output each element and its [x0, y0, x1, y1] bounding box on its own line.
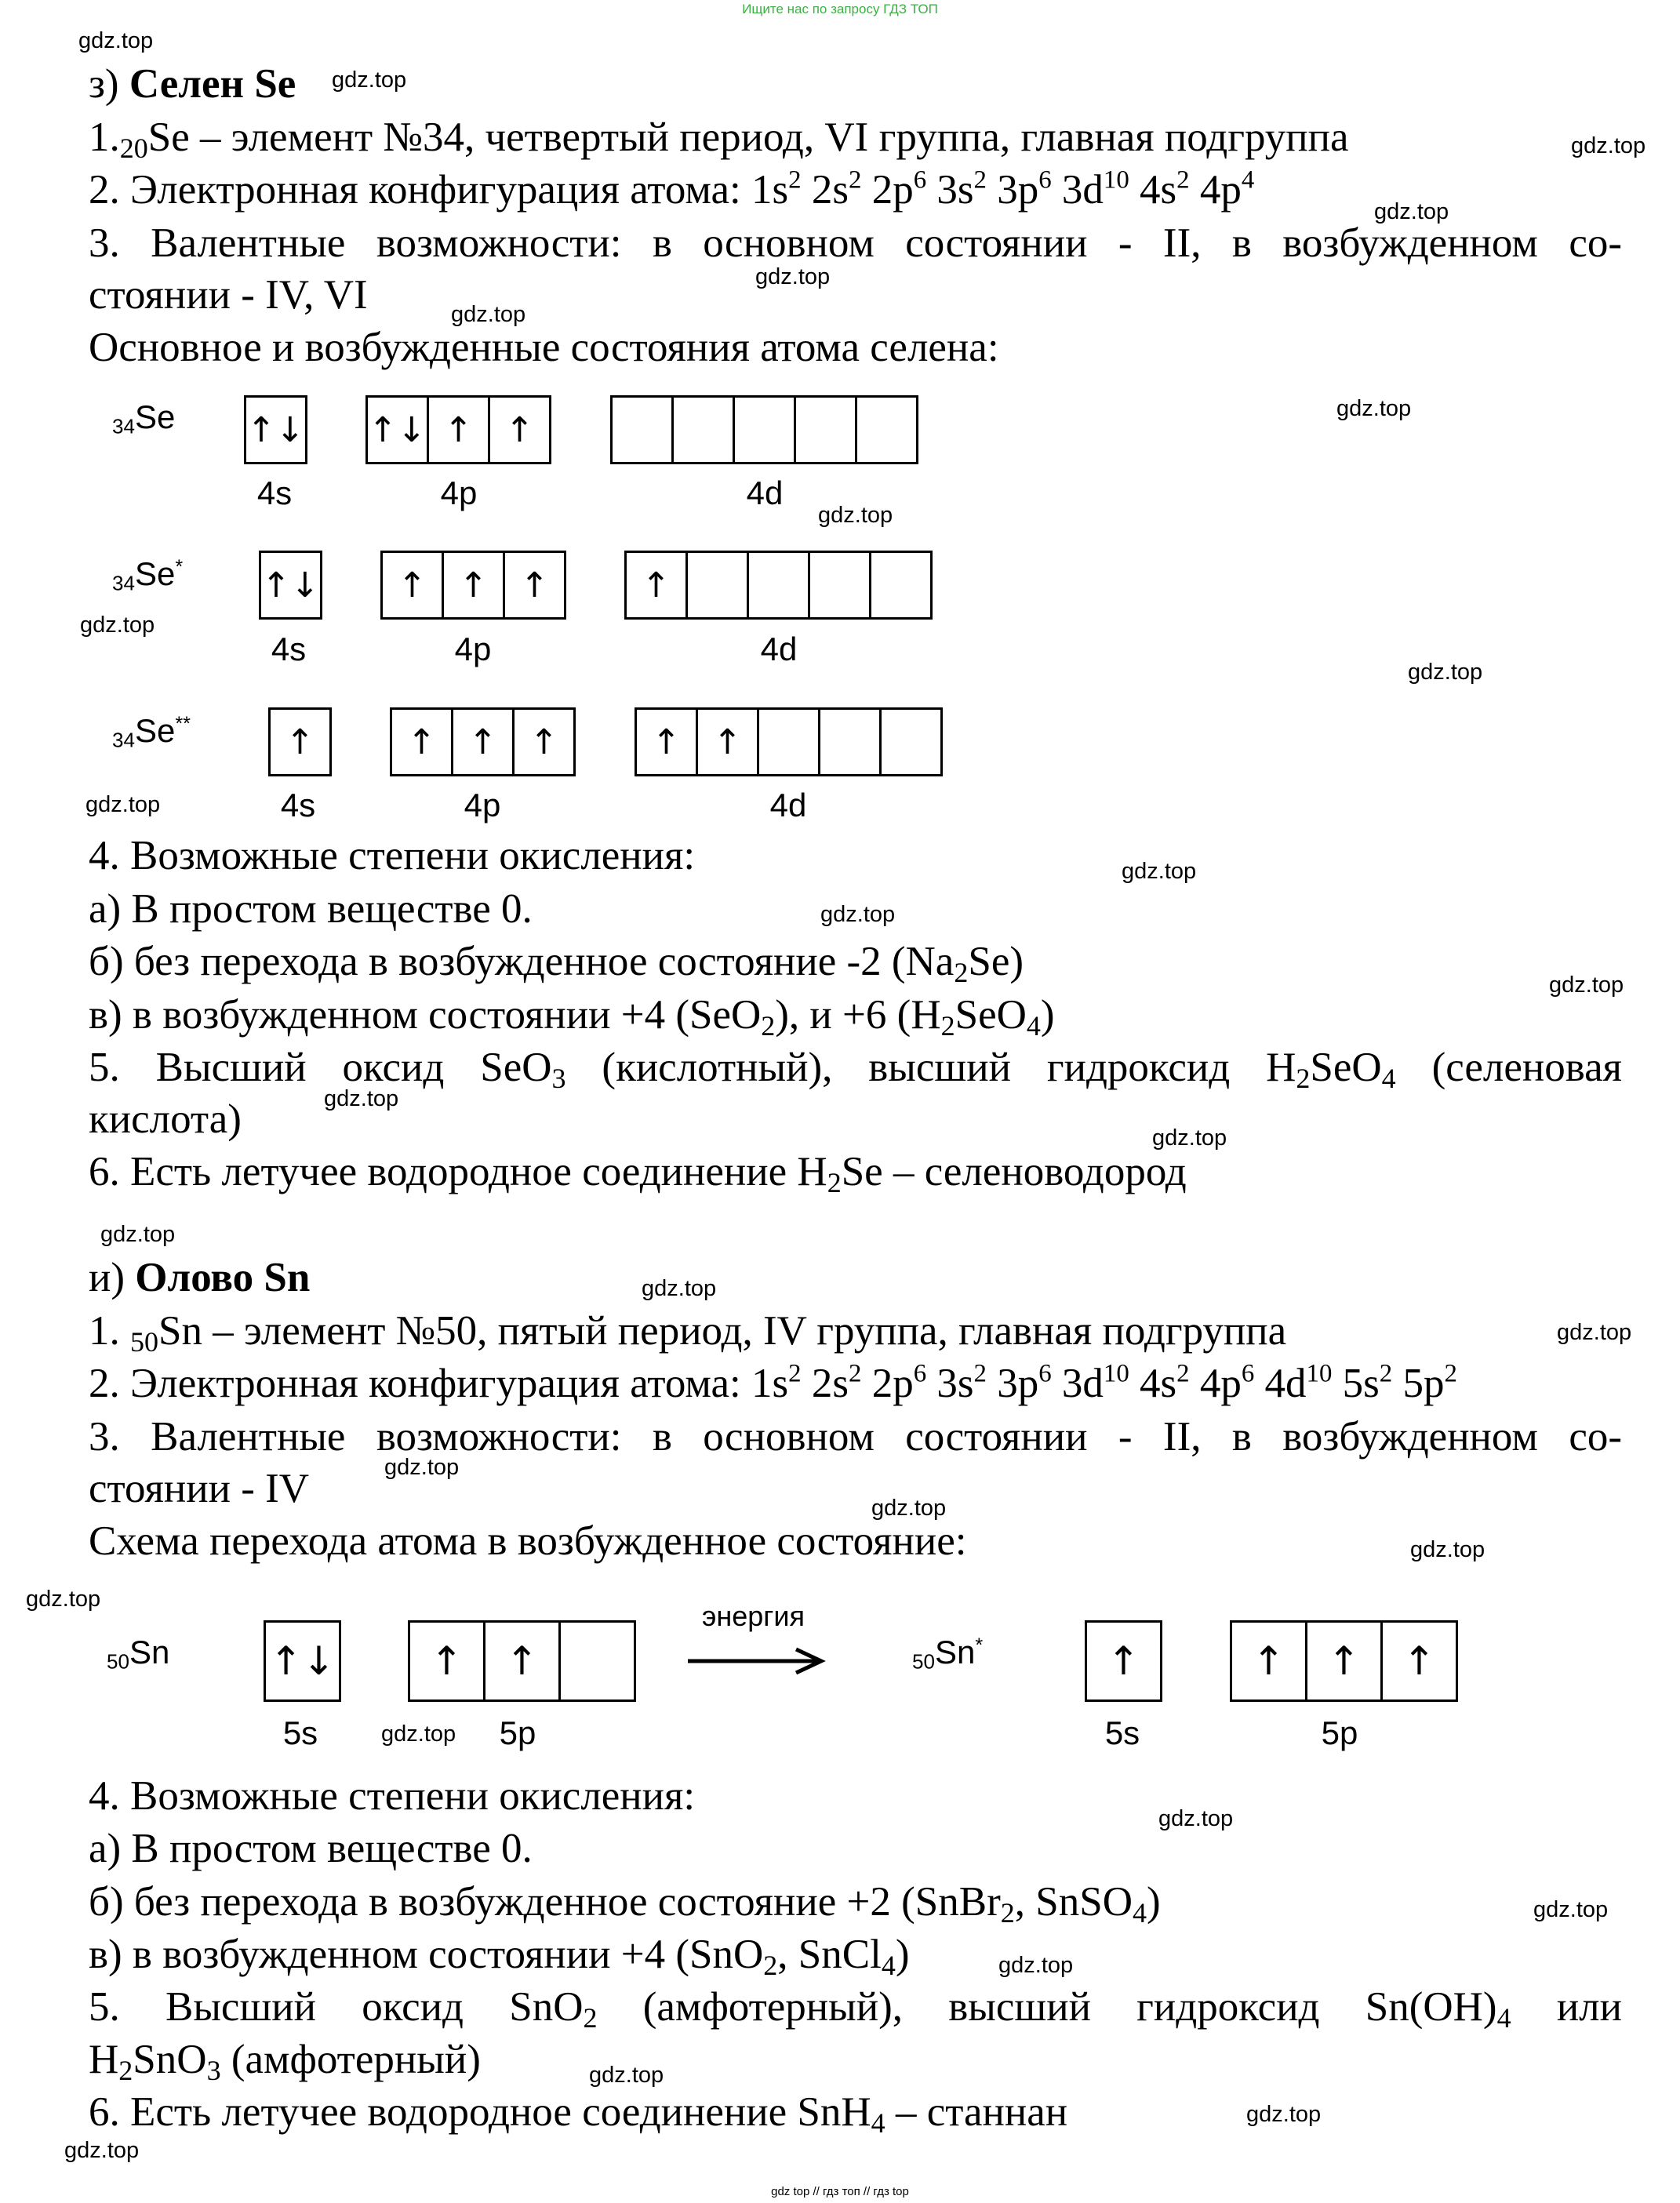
watermark: gdz.top — [1336, 396, 1412, 421]
sn-electron-config — [741, 1361, 1457, 1406]
se-heading-prefix: з) — [89, 61, 119, 107]
orbital-box: ↑↓ — [365, 395, 429, 464]
se-l1-sub: 20 — [119, 133, 148, 164]
se-excited2-label-4p: 4p — [464, 787, 501, 823]
se-line-5 — [89, 1045, 1622, 1094]
se-excited2-4d-boxes — [635, 707, 943, 776]
sn-l6-2: – станнан — [885, 2089, 1068, 2135]
sn-config-exponent: 10 — [1306, 1359, 1333, 1388]
se-ox-b-post: Se) — [968, 939, 1024, 984]
orbital-box — [818, 707, 882, 776]
watermark: gdz.top — [1246, 2102, 1322, 2127]
watermark: gdz.top — [589, 2063, 664, 2088]
se-heading-title: Селен Se — [129, 61, 296, 107]
sn-l2-text: 2. Электронная конфигурация атома: — [89, 1361, 741, 1406]
se-config-exponent: 4 — [1241, 165, 1255, 194]
se-line-1 — [89, 115, 1349, 164]
sn-config-exponent: 2 — [788, 1359, 802, 1388]
se-ground-label-4p: 4p — [440, 474, 478, 511]
sn-ox-c-3: ) — [895, 1932, 910, 1977]
watermark: gdz.top — [1533, 1897, 1609, 1922]
se-ox-b-pre: б) без перехода в возбужденное состояние -2 (Na — [89, 939, 955, 984]
watermark: gdz.top — [1158, 1806, 1234, 1831]
orbital-box: ↑↓ — [259, 551, 322, 620]
orbital-box — [747, 551, 810, 620]
sn-l5b-s2: 3 — [206, 2055, 221, 2086]
se-excited1-label-4s: 4s — [271, 631, 307, 667]
se-excited2-4s-boxes — [268, 707, 332, 776]
se-excited2-sym: Se — [134, 712, 176, 749]
sn-config-term: $4p^6$ — [1189, 1359, 1255, 1406]
se-l1-rest: Se – элемент №34, четвертый период, VI группа, главная подгруппа — [147, 115, 1349, 160]
se-excited1-mass: 34 — [112, 571, 135, 595]
watermark: gdz.top — [381, 1721, 456, 1747]
se-config-term: $2s^2$ — [801, 165, 862, 213]
orbital-box: ↑ — [390, 707, 453, 776]
sn-line-6 — [89, 2089, 1068, 2139]
watermark: gdz.top — [100, 1222, 176, 1247]
watermark: gdz.top — [85, 792, 161, 817]
orbital-box: ↑ — [624, 551, 688, 620]
se-l5-3: SeO — [1310, 1045, 1382, 1090]
orbital-box: ↑ — [442, 551, 505, 620]
se-l2-text: 2. Электронная конфигурация атома: — [89, 167, 741, 213]
sn-config-term: $1s^2$ — [740, 1359, 802, 1406]
sn-config-term: $2p^6$ — [861, 1359, 927, 1406]
orbital-box: ↑ — [635, 707, 698, 776]
watermark: gdz.top — [1374, 199, 1449, 224]
sn-l5-s1: 2 — [583, 2002, 598, 2034]
se-excited1-4s-boxes — [259, 551, 322, 620]
se-ox-a: а) В простом веществе 0. — [89, 886, 533, 932]
se-ox-c-s2: 2 — [940, 1010, 955, 1042]
energy-label: энергия — [702, 1600, 805, 1632]
se-excited2-4p-boxes — [390, 707, 576, 776]
sn-l5-2: (амфотерный), высший гидроксид Sn(OH) — [597, 1984, 1497, 2030]
sn-excited-mass: 50 — [912, 1649, 935, 1674]
se-l5-s1: 3 — [551, 1063, 566, 1094]
watermark: gdz.top — [80, 613, 155, 638]
orbital-box — [879, 707, 943, 776]
watermark: gdz.top — [642, 1276, 717, 1301]
orbital-box: ↑ — [512, 707, 576, 776]
se-ox-c-s3: 4 — [1026, 1010, 1041, 1042]
watermark: gdz.top — [384, 1455, 460, 1480]
sn-config-exponent: 10 — [1103, 1359, 1129, 1388]
se-ground-4p-boxes — [365, 395, 551, 464]
sn-ox-c — [89, 1932, 910, 1981]
watermark: gdz.top — [451, 302, 526, 327]
sn-line-3a: 3. Валентные возможности: в основном состоянии - II, в возбужденном со- — [89, 1414, 1622, 1460]
se-l5-s2: 2 — [1296, 1063, 1311, 1094]
orbital-box: ↑ — [408, 1620, 485, 1702]
se-config-term: $1s^2$ — [740, 165, 802, 213]
sn-config-term: $2s^2$ — [801, 1359, 862, 1406]
se-excited2-symbol — [112, 712, 191, 750]
sn-l5b-s1: 2 — [118, 2055, 133, 2086]
se-config-term: $3d^{10}$ — [1051, 165, 1129, 213]
orbital-box: ↑ — [1380, 1620, 1458, 1702]
sn-line-5b — [89, 2037, 481, 2086]
se-config-exponent: 6 — [913, 165, 927, 194]
se-ground-symbol — [112, 398, 175, 436]
sn-ox-b-s1: 2 — [1000, 1897, 1015, 1929]
watermark: gdz.top — [324, 1086, 399, 1111]
watermark: gdz.top — [26, 1587, 101, 1612]
se-config-exponent: 10 — [1103, 165, 1129, 194]
sn-config-exponent: 6 — [1038, 1359, 1052, 1388]
se-l6-s: 2 — [827, 1167, 842, 1198]
watermark: gdz.top — [64, 2138, 140, 2163]
se-config-exponent: 6 — [1038, 165, 1052, 194]
sn-ox-a: а) В простом веществе 0. — [89, 1826, 533, 1871]
se-ground-label-4s: 4s — [256, 474, 293, 511]
sn-config-term: $4d^{10}$ — [1254, 1359, 1333, 1406]
orbital-box: ↑↓ — [264, 1620, 341, 1702]
se-ox-b-sub: 2 — [954, 957, 969, 988]
sn-config-exponent: 2 — [1444, 1359, 1457, 1388]
se-line-6 — [89, 1149, 1187, 1198]
se-config-exponent: 2 — [788, 165, 802, 194]
se-excited2-label-4d: 4d — [769, 787, 807, 823]
se-excited1-label-4p: 4p — [454, 631, 492, 667]
orbital-box: ↑ — [488, 395, 551, 464]
sn-line-1 — [89, 1308, 1287, 1358]
orbital-box: ↑ — [427, 395, 490, 464]
sn-excited-5s-boxes — [1085, 1620, 1162, 1702]
sn-ox-b-3: ) — [1147, 1879, 1161, 1925]
watermark: gdz.top — [332, 67, 407, 93]
sn-ox-c-1: в) в возбужденном состоянии +4 (SnO — [89, 1932, 764, 1977]
watermark: gdz.top — [871, 1496, 947, 1521]
se-l6-2: Se – селеноводород — [841, 1149, 1187, 1194]
se-ox-title: 4. Возможные степени окисления: — [89, 833, 696, 878]
sn-ground-mass: 50 — [107, 1649, 129, 1674]
se-excited2-mass: 34 — [112, 728, 135, 752]
sn-ox-c-s2: 4 — [881, 1950, 896, 1981]
sn-ox-b-1: б) без перехода в возбужденное состояние +2 (SnBr — [89, 1879, 1001, 1925]
watermark: gdz.top — [820, 902, 896, 927]
energy-arrow-icon — [686, 1645, 827, 1677]
watermark: gdz.top — [1557, 1320, 1632, 1345]
sn-line-5 — [89, 1984, 1622, 2034]
se-config-exponent: 2 — [1176, 165, 1190, 194]
se-excited1-4d-boxes — [624, 551, 933, 620]
header-note: Ищите нас по запросу ГДЗ ТОП — [742, 2, 938, 16]
orbital-box: ↑ — [1085, 1620, 1162, 1702]
orbital-box: ↑ — [1230, 1620, 1307, 1702]
sn-heading-title: Олово Sn — [135, 1255, 311, 1300]
sn-l6-1: 6. Есть летучее водородное соединение SnH — [89, 2089, 871, 2135]
sn-l5b-3: (амфотерный) — [220, 2037, 481, 2082]
orbital-box: ↑ — [451, 707, 515, 776]
watermark: gdz.top — [1408, 660, 1483, 685]
orbital-box — [733, 395, 796, 464]
se-ox-c-4: ) — [1040, 992, 1055, 1038]
orbital-box — [855, 395, 918, 464]
orbital-box — [671, 395, 735, 464]
sn-config-exponent: 2 — [1176, 1359, 1190, 1388]
sn-line-2 — [89, 1361, 1457, 1406]
se-config-exponent: 2 — [849, 165, 862, 194]
se-ox-b — [89, 939, 1024, 988]
watermark: gdz.top — [1571, 133, 1646, 158]
se-excited1-sym: Se — [134, 555, 176, 592]
sn-config-exponent: 6 — [1241, 1359, 1255, 1388]
sn-ox-c-s1: 2 — [763, 1950, 778, 1981]
se-line-5b: кислота) — [89, 1096, 242, 1142]
sn-excited-label-5s: 5s — [1104, 1714, 1140, 1751]
sn-ox-b-s2: 4 — [1133, 1897, 1147, 1929]
sn-line-4: Схема перехода атома в возбужденное состояние: — [89, 1518, 967, 1564]
se-config-term: $3s^2$ — [926, 165, 987, 213]
se-ground-label-4d: 4d — [746, 474, 784, 511]
sn-config-exponent: 6 — [913, 1359, 927, 1388]
sn-ground-5s-boxes — [264, 1620, 341, 1702]
orbital-box — [808, 551, 871, 620]
sn-config-term: $5p^2$ — [1392, 1359, 1457, 1406]
footer-note: gdz top // гдз топ // гдз top — [771, 2185, 909, 2198]
se-ground-4s-boxes — [244, 395, 307, 464]
sn-config-term: $3p^6$ — [986, 1359, 1052, 1406]
sn-ground-symbol — [107, 1634, 170, 1674]
sn-excited-symbol — [912, 1634, 984, 1674]
se-line-3a: 3. Валентные возможности: в основном состоянии - II, в возбужденном со- — [89, 220, 1622, 266]
sn-excited-5p-boxes — [1230, 1620, 1458, 1702]
se-excited2-label-4s: 4s — [280, 787, 316, 823]
orbital-box: ↑↓ — [244, 395, 307, 464]
sn-config-term: $5s^2$ — [1332, 1359, 1393, 1406]
sn-excited-mark: * — [975, 1634, 984, 1656]
watermark: gdz.top — [1152, 1125, 1227, 1151]
sn-heading — [89, 1255, 310, 1300]
watermark: gdz.top — [1549, 972, 1624, 998]
se-config-term: $4p^4$ — [1189, 165, 1255, 213]
sn-config-exponent: 2 — [849, 1359, 862, 1388]
sn-config-term: $3d^{10}$ — [1051, 1359, 1129, 1406]
sn-l5-3: или — [1511, 1984, 1622, 2030]
se-l5-2: (кислотный), высший гидроксид H — [565, 1045, 1296, 1090]
se-l1-pre: 1. — [89, 115, 120, 160]
orbital-box: ↑ — [380, 551, 444, 620]
watermark: gdz.top — [998, 1953, 1074, 1978]
sn-l5b-2: SnO — [133, 2037, 207, 2082]
se-excited1-symbol — [112, 555, 183, 593]
watermark: gdz.top — [755, 264, 831, 289]
se-ox-c-s1: 2 — [761, 1010, 776, 1042]
se-excited2-mark: ** — [175, 712, 191, 735]
se-ox-c — [89, 992, 1055, 1042]
sn-config-exponent: 2 — [973, 1359, 987, 1388]
sn-ox-b-2: , SnSO — [1014, 1879, 1133, 1925]
sn-l5-s2: 4 — [1496, 2002, 1511, 2034]
orbital-box — [869, 551, 933, 620]
orbital-box: ↑ — [1305, 1620, 1383, 1702]
orbital-box — [794, 395, 857, 464]
se-ox-c-2: ), и +6 (H — [775, 992, 941, 1038]
se-electron-config — [741, 167, 1254, 213]
se-config-exponent: 2 — [973, 165, 987, 194]
se-config-term: $4s^2$ — [1129, 165, 1190, 213]
watermark: gdz.top — [1410, 1537, 1485, 1562]
sn-heading-prefix: и) — [89, 1255, 125, 1300]
watermark: gdz.top — [78, 28, 154, 53]
orbital-box: ↑ — [696, 707, 759, 776]
sn-config-term: $4s^2$ — [1129, 1359, 1190, 1406]
se-ox-c-3: SeO — [955, 992, 1027, 1038]
se-line-4: Основное и возбужденные состояния атома селена: — [89, 325, 999, 370]
se-ground-sym: Se — [134, 398, 176, 435]
sn-l1-rest: Sn – элемент №50, пятый период, IV группа, главная подгруппа — [158, 1308, 1287, 1354]
watermark: gdz.top — [818, 503, 893, 528]
se-ground-mass: 34 — [112, 414, 135, 438]
se-ground-4d-boxes — [610, 395, 918, 464]
se-heading — [89, 61, 296, 107]
se-excited1-mark: * — [175, 555, 184, 578]
orbital-box: ↑ — [503, 551, 566, 620]
se-l5-1: 5. Высший оксид SeO — [89, 1045, 552, 1090]
sn-ox-c-2: , SnCl — [777, 1932, 882, 1977]
se-ox-c-1: в) в возбужденном состоянии +4 (SeO — [89, 992, 762, 1038]
sn-l6-s: 4 — [871, 2107, 885, 2139]
sn-config-term: $3s^2$ — [926, 1359, 987, 1406]
sn-ox-title: 4. Возможные степени окисления: — [89, 1773, 696, 1819]
se-l5-s3: 4 — [1381, 1063, 1396, 1094]
orbital-box: ↑ — [268, 707, 332, 776]
se-excited1-label-4d: 4d — [760, 631, 798, 667]
orbital-box — [610, 395, 674, 464]
sn-ground-sym: Sn — [129, 1634, 170, 1670]
se-l5-4: (селеновая — [1395, 1045, 1622, 1090]
watermark: gdz.top — [1122, 859, 1197, 884]
se-line-3b: стоянии - IV, VI — [89, 272, 368, 318]
sn-ground-label-5p: 5p — [499, 1714, 536, 1751]
sn-l1-sub: 50 — [130, 1326, 159, 1358]
sn-l1-pre: 1. — [89, 1308, 130, 1354]
sn-config-exponent: 2 — [1379, 1359, 1393, 1388]
orbital-box: ↑ — [483, 1620, 561, 1702]
orbital-box — [685, 551, 749, 620]
sn-line-3b: стоянии - IV — [89, 1466, 310, 1511]
se-config-term: $3p^6$ — [986, 165, 1052, 213]
se-l6-1: 6. Есть летучее водородное соединение H — [89, 1149, 827, 1194]
sn-l5b-1: H — [89, 2037, 119, 2082]
sn-ground-5p-boxes — [408, 1620, 636, 1702]
sn-ground-label-5s: 5s — [282, 1714, 318, 1751]
se-line-2 — [89, 167, 1254, 213]
sn-ox-b — [89, 1879, 1161, 1929]
se-excited1-4p-boxes — [380, 551, 566, 620]
sn-l5-1: 5. Высший оксид SnO — [89, 1984, 584, 2030]
orbital-box — [757, 707, 820, 776]
se-config-term: $2p^6$ — [861, 165, 927, 213]
orbital-box — [558, 1620, 636, 1702]
sn-excited-label-5p: 5p — [1321, 1714, 1358, 1751]
sn-excited-sym: Sn — [934, 1634, 976, 1670]
